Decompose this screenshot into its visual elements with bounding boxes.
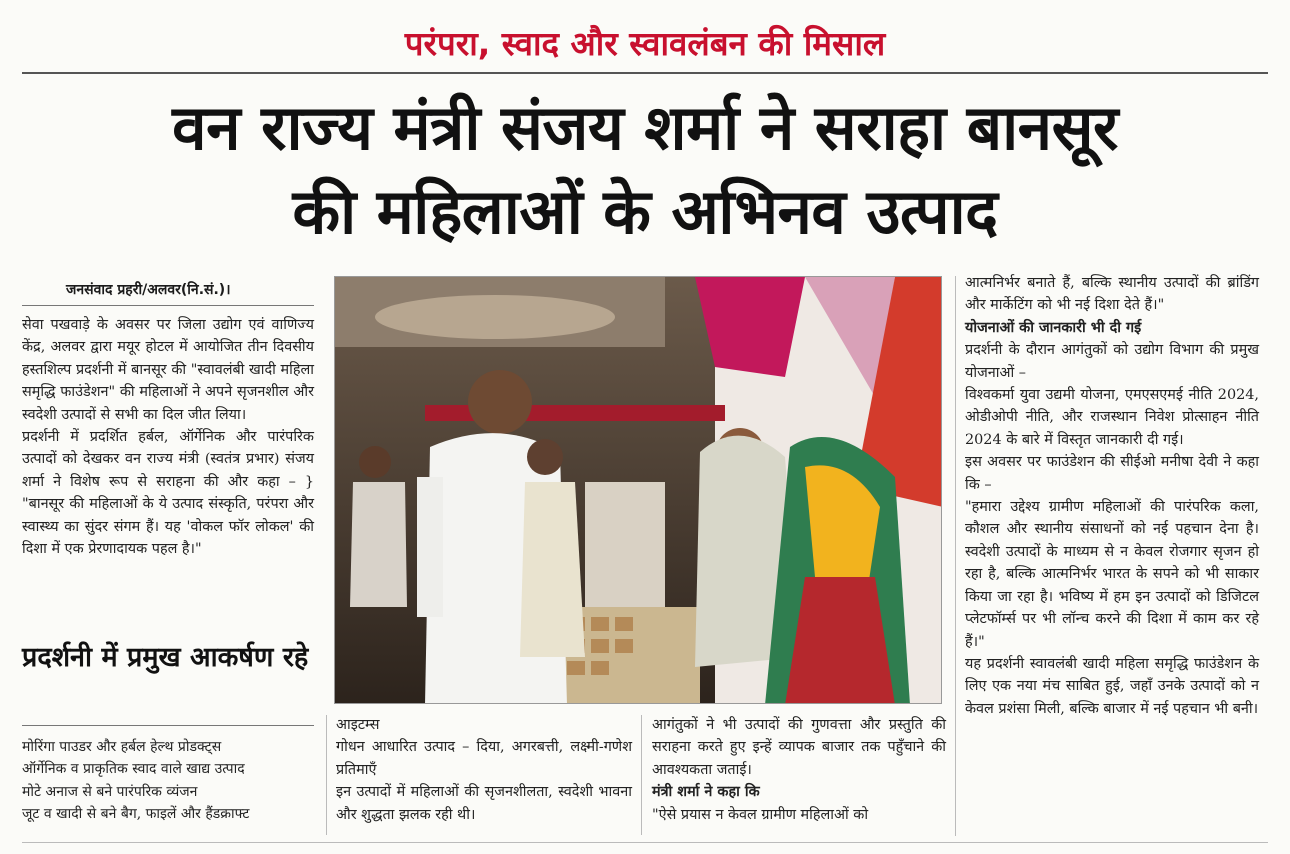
column-4	[965, 272, 1259, 720]
column-4-para-6: यह प्रदर्शनी स्वावलंबी खादी महिला समृद्धि फाउंडेशन के लिए एक नया मंच साबित हुई, जहाँ उनके उत्पादों को न केवल प्रशंसा मिली, बल्कि बाजार में नई पहचान भी बनी।	[965, 655, 1259, 717]
headline-line-1: वन राज्य मंत्री संजय शर्मा ने सराहा बानसूर	[172, 91, 1118, 164]
column-2	[336, 714, 632, 826]
exhibition-photo	[334, 276, 942, 704]
column-1-para-1: सेवा पखवाड़े के अवसर पर जिला उद्योग एवं वाणिज्य केंद्र, अलवर द्वारा मयूर होटल में आयोजित तीन दिवसीय हस्तशिल्प प्रदर्शनी में बानसूर की "स्वावलंबी खादी महिला समृद्धि फाउंडेशन" की महिलाओं ने अपने सृजनशील और स्वदेशी उत्पादों से सभी का दिल जीत लिया।	[22, 317, 314, 423]
column-4-para-5: "हमारा उद्देश्य ग्रामीण महिलाओं की पारंपरिक कला, कौशल और स्थानीय संसाधनों को नई पहचान देना है। स्वदेशी उत्पादों के माध्यम से न केवल रोजगार सृजन हो रहा है, बल्कि आत्मनिर्भर भारत के सपने को भी साकार किया जा रहा है। भविष्य में हम इन उत्पादों को डिजिटल प्लेटफॉर्म्स पर भी लॉन्च करने की दिशा में काम कर रहे हैं।"	[965, 499, 1259, 650]
column-divider	[641, 715, 642, 835]
highlights-list	[22, 736, 322, 826]
top-rule	[22, 72, 1268, 74]
column-4-para-1: आत्मनिर्भर बनाते हैं, बल्कि स्थानीय उत्पादों की ब्रांडिंग और मार्केटिंग को भी नई दिशा देते हैं।"	[965, 275, 1259, 314]
column-3-quote: "ऐसे प्रयास न केवल ग्रामीण महिलाओं को	[652, 806, 869, 823]
headline-line-2: की महिलाओं के अभिनव उत्पाद	[292, 175, 998, 248]
list-item: ऑर्गेनिक व प्राकृतिक स्वाद वाले खाद्य उत्पाद	[22, 761, 245, 778]
column-4-para-3: विश्वकर्मा युवा उद्यमी योजना, एमएसएमई नीति 2024, ओडीओपी नीति, और राजस्थान निवेश प्रोत्साहन नीति 2024 के बारे में विस्तृत जानकारी दी गई।	[965, 387, 1259, 448]
column-3	[652, 714, 946, 826]
column-4-para-2: प्रदर्शनी के दौरान आगंतुकों को उद्योग विभाग की प्रमुख योजनाओं –	[965, 342, 1259, 381]
list-item: मोटे अनाज से बने पारंपरिक व्यंजन	[22, 783, 198, 800]
column-divider	[326, 715, 327, 835]
subhead-rule	[22, 725, 314, 726]
column-4-para-4: इस अवसर पर फाउंडेशन की सीईओ मनीषा देवी ने कहा कि –	[965, 454, 1259, 493]
photo-illustration	[335, 277, 942, 704]
column-2-line-2: गोधन आधारित उत्पाद – दिया, अगरबत्ती, लक्ष्मी-गणेश प्रतिमाएँ	[336, 739, 632, 778]
byline-rule	[22, 305, 314, 306]
column-3-para: आगंतुकों ने भी उत्पादों की गुणवत्ता और प्रस्तुति की सराहना करते हुए इन्हें व्यापक बाजार तक पहुँचाने की आवश्यकता जताई।	[652, 717, 946, 778]
byline: जनसंवाद प्रहरी/अलवर(नि.सं.)।	[66, 282, 231, 298]
column-2-para: इन उत्पादों में महिलाओं की सृजनशीलता, स्वदेशी भावना और शुद्धता झलक रही थी।	[336, 784, 632, 823]
column-1	[22, 314, 314, 560]
headline	[30, 86, 1260, 254]
column-3-heading: मंत्री शर्मा ने कहा कि	[652, 784, 760, 801]
column-1-para-2: प्रदर्शनी में प्रदर्शित हर्बल, ऑर्गेनिक और पारंपरिक उत्पादों को देखकर वन राज्य मंत्री (स्वतंत्र प्रभार) संजय शर्मा ने विशेष रूप से सराहना की और कहा – } "बानसूर की महिलाओं के ये उत्पाद संस्कृति, परंपरा और स्वास्थ्य का सुंदर संगम हैं। यह 'वोकल फॉर लोकल' की दिशा में एक प्रेरणादायक पहल है।"	[22, 429, 314, 558]
column-2-line-1: आइटम्स	[336, 717, 380, 733]
column-4-heading: योजनाओं की जानकारी भी दी गई	[965, 319, 1142, 336]
bottom-rule	[22, 842, 1268, 843]
section-subhead: प्रदर्शनी में प्रमुख आकर्षण रहे	[22, 642, 309, 673]
list-item: मोरिंगा पाउडर और हर्बल हेल्थ प्रोडक्ट्स	[22, 739, 222, 755]
kicker: परंपरा, स्वाद और स्वावलंबन की मिसाल	[404, 24, 886, 63]
list-item: जूट व खादी से बने बैग, फाइलें और हैंडक्राफ्ट	[22, 806, 250, 823]
column-divider	[955, 276, 956, 836]
